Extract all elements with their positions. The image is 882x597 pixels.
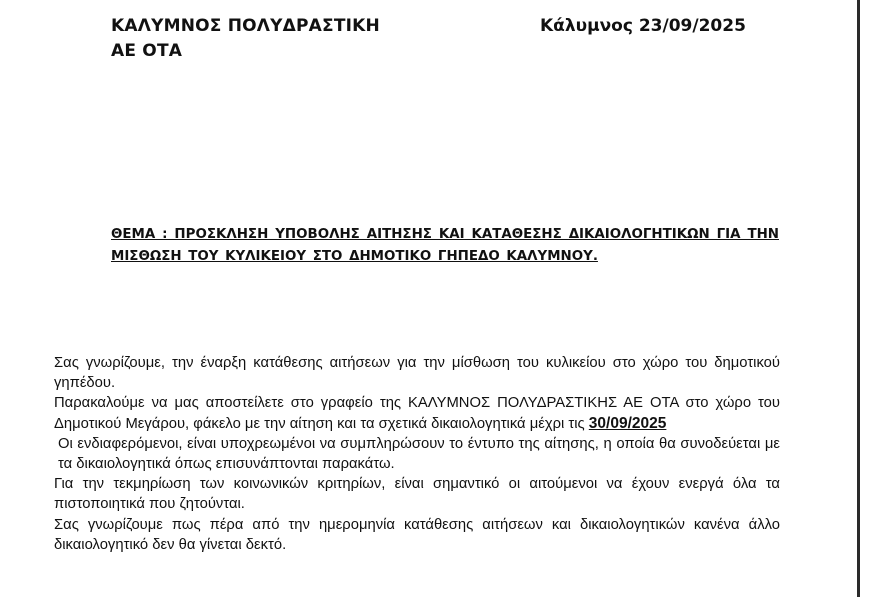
paragraph-obligations: Οι ενδιαφερόμενοι, είναι υποχρεωμένοι να συμπληρώσουν το έντυπο της αίτησης, η οποία θα συνοδεύεται με τα δικαιολογητικά όπως επισυνάπτονται παρακάτω. xyxy=(58,435,780,473)
organization-name xyxy=(111,14,380,64)
paragraph-closing: Σας γνωρίζουμε πως πέρα από την ημερομηνία κατάθεσης αιτήσεων και δικαιολογητικών κανένα άλλο δικαιολογητικό δεν θα γίνεται δεκτό. xyxy=(54,516,780,553)
submission-text: Παρακαλούμε να μας αποστείλετε στο γραφείο της ΚΑΛΥΜΝΟΣ ΠΟΛΥΔΡΑΣΤΙΚΗΣ ΑΕ ΟΤΑ στο χώρο του Δημοτικού Μεγάρου, φάκελο με την αίτηση και τα σχετικά δικαιολογητικά μέχρι τις xyxy=(54,395,780,432)
page-edge-border xyxy=(857,0,860,597)
organization-name-line1: ΚΑΛΥΜΝΟΣ ΠΟΛΥΔΡΑΣΤΙΚΗ xyxy=(111,16,380,36)
document-body xyxy=(54,353,780,555)
paragraph-submission xyxy=(54,393,780,433)
place-and-date: Κάλυμνος 23/09/2025 xyxy=(540,16,746,36)
paragraph-criteria: Για την τεκμηρίωση των κοινωνικών κριτηρίων, είναι σημαντικό οι αιτούμενοι να έχουν ενεργά όλα τα πιστοποιητικά που ζητούνται. xyxy=(54,476,780,513)
paragraph-announcement: Σας γνωρίζουμε, την έναρξη κατάθεσης αιτήσεων για την μίσθωση του κυλικείου στο χώρο του δημοτικού γηπέδου. xyxy=(54,355,780,392)
organization-name-line2: ΑΕ ΟΤΑ xyxy=(111,41,183,61)
document-subject: ΘΕΜΑ : ΠΡΟΣΚΛΗΣΗ ΥΠΟΒΟΛΗΣ ΑΙΤΗΣΗΣ ΚΑΙ ΚΑΤΑΘΕΣΗΣ ΔΙΚΑΙΟΛΟΓΗΤΙΚΩΝ ΓΙΑ ΤΗΝ ΜΙΣΘΩΣΗ ΤΟΥ ΚΥΛΙΚΕΙΟΥ ΣΤΟ ΔΗΜΟΤΙΚΟ ΓΗΠΕΔΟ ΚΑΛΥΜΝΟΥ. xyxy=(111,227,779,264)
deadline-date: 30/09/2025 xyxy=(588,414,667,432)
